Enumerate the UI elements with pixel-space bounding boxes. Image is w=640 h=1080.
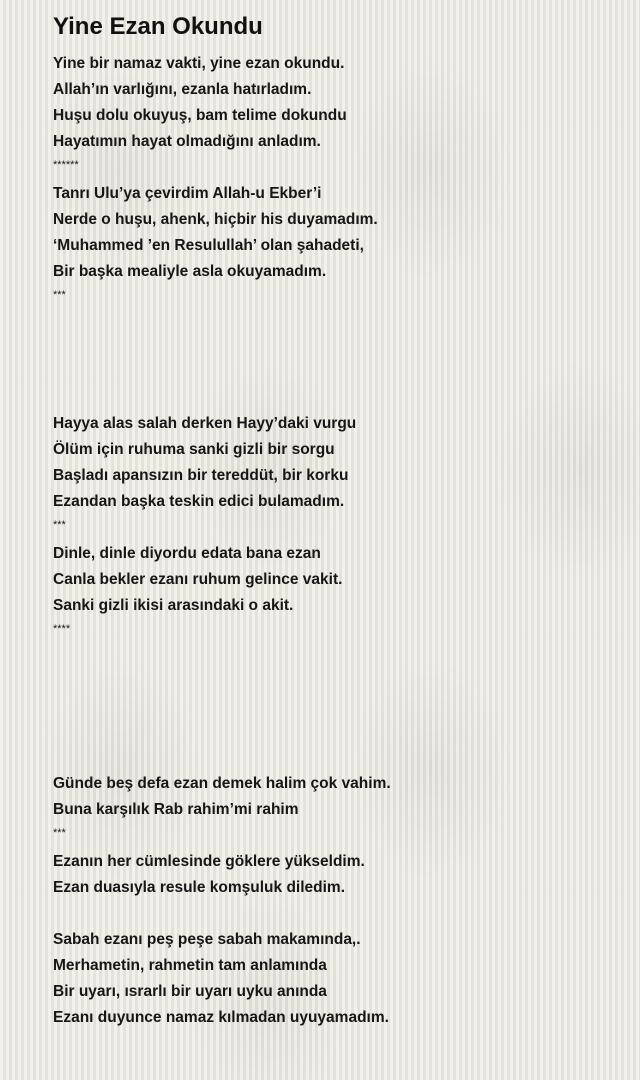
stanza-separator: *** (53, 289, 66, 301)
poem-line: Ezanın her cümlesinde göklere yükseldim. (53, 853, 365, 870)
poem-line: Tanrı Ulu’ya çevirdim Allah-u Ekber’i (53, 185, 322, 202)
poem-line: Dinle, dinle diyordu edata bana ezan (53, 545, 321, 562)
poem-title: Yine Ezan Okundu (53, 13, 263, 40)
stanza-separator: *** (53, 519, 66, 531)
poem-line: Huşu dolu okuyuş, bam telime dokundu (53, 107, 347, 124)
poem-line: Ezanı duyunce namaz kılmadan uyuyamadım. (53, 1009, 389, 1026)
poem-line: Buna karşılık Rab rahim’mi rahim (53, 801, 299, 818)
poem-line: Nerde o huşu, ahenk, hiçbir his duyamadım. (53, 211, 378, 228)
poem-line: Hayatımın hayat olmadığını anladım. (53, 133, 321, 150)
poem-line: Yine bir namaz vakti, yine ezan okundu. (53, 55, 345, 72)
stanza-separator: *** (53, 827, 66, 839)
poem-line: Bir uyarı, ısrarlı bir uyarı uyku anında (53, 983, 327, 1000)
stanza-separator: **** (53, 623, 71, 635)
poem-line: Allah’ın varlığını, ezanla hatırladım. (53, 81, 312, 98)
poem-line: Ölüm için ruhuma sanki gizli bir sorgu (53, 441, 335, 458)
poem-line: Canla bekler ezanı ruhum gelince vakit. (53, 571, 343, 588)
poem-line: Ezan duasıyla resule komşuluk diledim. (53, 879, 346, 896)
poem-line: Sanki gizli ikisi arasındaki o akit. (53, 597, 294, 614)
poem-line: Sabah ezanı peş peşe sabah makamında,. (53, 931, 361, 948)
poem-line: Ezandan başka teskin edici bulamadım. (53, 493, 345, 510)
poem-line: Merhametin, rahmetin tam anlamında (53, 957, 327, 974)
poem-line: Hayya alas salah derken Hayy’daki vurgu (53, 415, 357, 432)
poem-line: ‘Muhammed ’en Resulullah’ olan şahadeti, (53, 237, 364, 254)
poem-line: Başladı apansızın bir tereddüt, bir korku (53, 467, 349, 484)
poem-line: Günde beş defa ezan demek halim çok vahim. (53, 775, 391, 792)
stanza-separator: ****** (53, 159, 79, 171)
poem-line: Bir başka mealiyle asla okuyamadım. (53, 263, 327, 280)
